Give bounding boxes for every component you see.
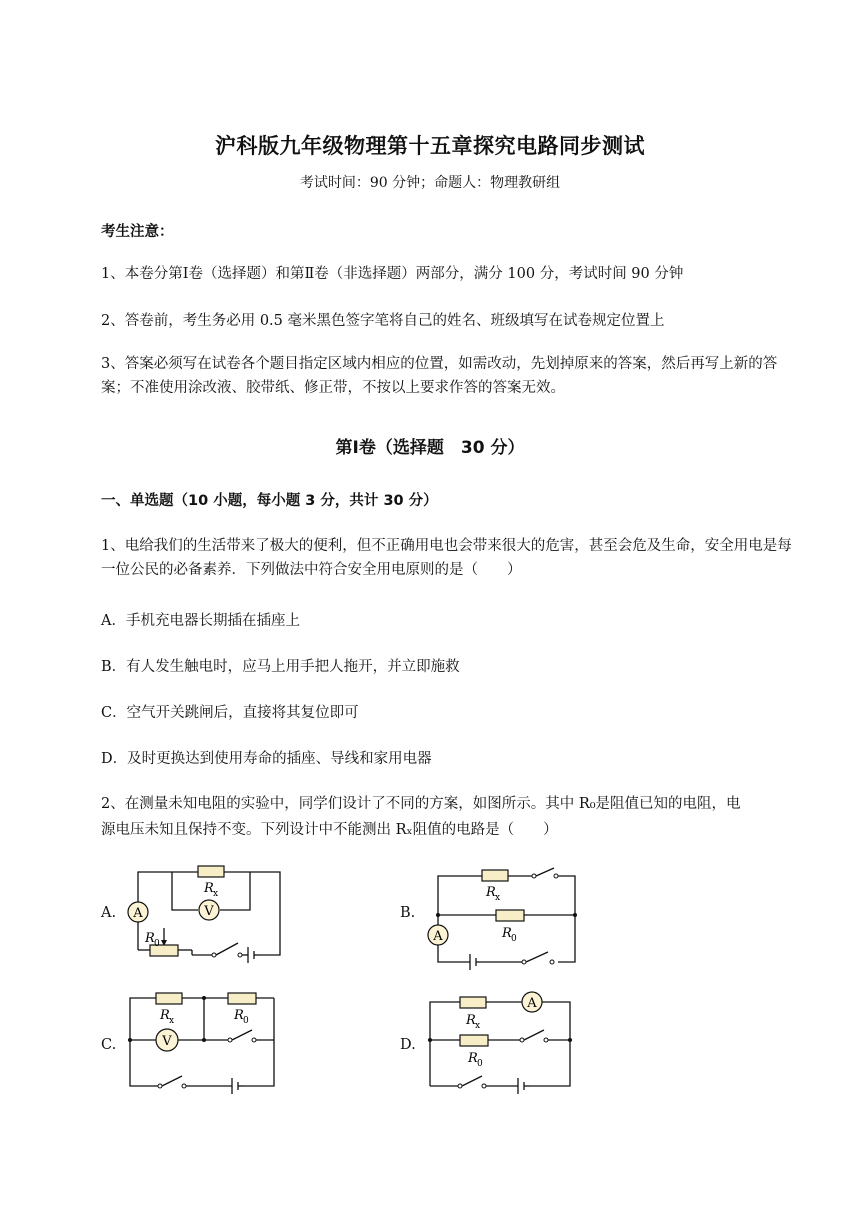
circuit-diagram-a (120, 860, 290, 970)
notice-item-3: 3、答案必须写在试卷各个题目指定区域内相应的位置，如需改动，先划掉原来的答案，然后再写上新的答案；不准使用涂改液、胶带纸、修正带，不按以上要求作答的答案无效。 (101, 356, 778, 396)
svg-text:R: R (466, 1013, 476, 1028)
section-title: 第Ⅰ卷（选择题 30 分） (335, 438, 525, 458)
svg-text:A: A (433, 929, 443, 944)
question-1-stem: 1、电给我们的生活带来了极大的便利，但不正确用电也会带来很大的危害，甚至会危及生命，安全用电是每一位公民的必备素养．下列做法中符合安全用电原则的是（ ） (101, 538, 792, 578)
svg-text:R: R (204, 881, 214, 896)
svg-text:x: x (475, 1021, 481, 1031)
svg-text:V: V (204, 904, 214, 919)
part-heading: 一、单选题（10 小题，每小题 3 分，共计 30 分） (101, 493, 438, 509)
svg-text:0: 0 (243, 1016, 249, 1026)
svg-text:R: R (486, 885, 496, 900)
svg-text:V: V (162, 1034, 172, 1049)
question-2-option-b-label: B. (400, 905, 416, 921)
circuit-diagram-c (120, 990, 290, 1100)
question-2-stem-line2: 源电压未知且保持不变。下列设计中不能测出 Rₓ阻值的电路是（ ） (101, 822, 558, 838)
svg-text:A: A (133, 906, 143, 921)
notice-heading: 考生注意： (101, 224, 174, 240)
page-title: 沪科版九年级物理第十五章探究电路同步测试 (215, 134, 645, 158)
exam-subtitle: 考试时间：90 分钟；命题人：物理教研组 (299, 175, 561, 191)
question-1-option-c: C．空气开关跳闸后，直接将其复位即可 (101, 705, 359, 721)
question-1-option-a: A．手机充电器长期插在插座上 (101, 613, 300, 629)
svg-text:x: x (495, 893, 501, 903)
question-2-stem-line1: 2、在测量未知电阻的实验中，同学们设计了不同的方案，如图所示。其中 R₀是阻值已知的电阻，电 (101, 796, 741, 812)
question-2-option-c-label: C. (101, 1037, 117, 1053)
resistor-r0 (228, 993, 256, 1004)
resistor-rx (482, 870, 508, 881)
resistor-r0 (460, 1035, 488, 1046)
question-2-option-d-label: D. (400, 1037, 416, 1053)
svg-text:R: R (145, 931, 155, 946)
svg-text:0: 0 (154, 939, 160, 949)
svg-text:A: A (527, 996, 537, 1011)
resistor-rx (198, 866, 224, 877)
notice-item-2: 2、答卷前，考生务必用 0.5 毫米黑色签字笔将自己的姓名、班级填写在试卷规定位置上 (101, 313, 665, 329)
svg-text:R: R (468, 1051, 478, 1066)
question-1-option-b: B．有人发生触电时，应马上用手把人拖开，并立即施救 (101, 659, 460, 675)
svg-text:0: 0 (477, 1059, 483, 1069)
svg-text:x: x (213, 889, 219, 899)
svg-text:R: R (502, 926, 512, 941)
circuit-diagram-b (420, 860, 590, 970)
question-1-option-d: D．及时更换达到使用寿命的插座、导线和家用电器 (101, 751, 432, 767)
question-2-option-a-label: A. (101, 905, 117, 921)
svg-text:0: 0 (511, 934, 517, 944)
resistor-rx (156, 993, 182, 1004)
svg-text:R: R (234, 1008, 244, 1023)
notice-item-1: 1、本卷分第Ⅰ卷（选择题）和第Ⅱ卷（非选择题）两部分，满分 100 分，考试时间 90 分钟 (101, 266, 684, 282)
svg-text:R: R (160, 1008, 170, 1023)
resistor-rx (460, 997, 486, 1008)
resistor-r0 (496, 910, 524, 921)
svg-text:x: x (169, 1016, 175, 1026)
circuit-diagram-d (420, 990, 590, 1100)
